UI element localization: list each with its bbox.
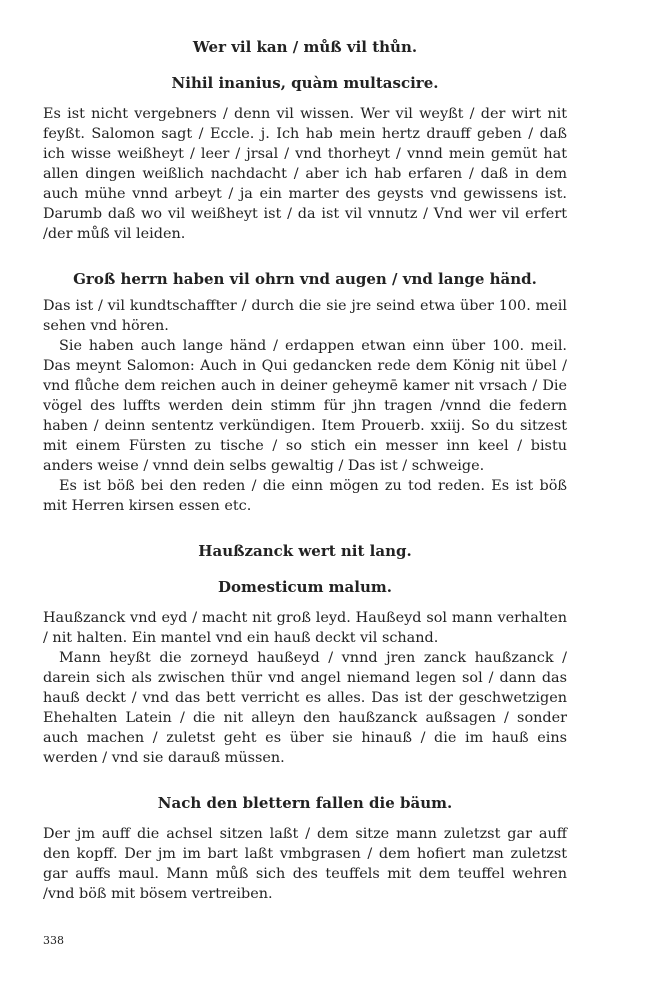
section-title: Nach den blettern fallen die bäum. — [157, 794, 453, 812]
paragraph: Es ist böß bei den reden / die einn mögen zu tod reden. Es ist böß mit Herren kirsen essen etc. — [43, 478, 567, 514]
section-wer-vil-kan — [43, 36, 567, 244]
paragraph: Sie haben auch lange händ / erdappen etwan einn über 100. meil. Das meynt Salomon: Auch in Qui gedancken rede dem König nit übel / vnd flůche dem reichen auch in deiner geheymē kamer nit vrsach / Die vögel des luffts werden dein stimm für jhn tragen /vnnd die federn haben / deinn sententz verkündigen. Item Prouerb. xxiij. So du sitzest mit einem Fürsten zu tische / so stich ein messer inn keel / bistu anders weise / vnnd dein selbs gewaltig / Das ist / schweige. — [43, 338, 567, 474]
paragraph: Das ist / vil kundtschaffter / durch die sie jre seind etwa über 100. meil sehen vnd hören. — [43, 298, 567, 334]
section-gross-herrn — [43, 268, 567, 516]
section-nach-den-blettern — [43, 792, 567, 904]
section-title: Groß herrn haben vil ohrn vnd augen / vnd lange händ. — [73, 270, 537, 288]
book-page — [43, 36, 567, 904]
section-subtitle: Domesticum malum. — [218, 578, 392, 596]
section-subtitle: Nihil inanius, quàm multascire. — [171, 74, 439, 92]
page-number: 338 — [43, 934, 64, 947]
section-title: Wer vil kan / můß vil thůn. — [192, 38, 418, 56]
section-hausszanck — [43, 540, 567, 768]
paragraph: Haußzanck vnd eyd / macht nit groß leyd. Haußeyd sol mann verhalten / nit halten. Ein mantel vnd ein hauß deckt vil schand. — [43, 610, 567, 646]
paragraph: Mann heyßt die zorneyd haußeyd / vnnd jren zanck haußzanck / darein sich als zwischen thür vnd angel niemand legen sol / dann das hauß deckt / vnd das bett verricht es alles. Das ist der geschwetzigen Ehehalten Latein / die nit alleyn den haußzanck außsagen / sonder auch machen / zuletst geht es über sie hinauß / die im hauß eins werden / vnd sie darauß müssen. — [43, 650, 567, 766]
section-title: Haußzanck wert nit lang. — [198, 542, 412, 560]
paragraph: Es ist nicht vergebners / denn vil wissen. Wer vil weyßt / der wirt nit feyßt. Salomon sagt / Eccle. j. Ich hab mein hertz drauff geben / daß ich wisse weißheyt / leer / jrsal / vnd thorheyt / vnnd mein gemüt hat allen dingen weißlich nachdacht / aber ich hab erfaren / daß in dem auch mühe vnnd arbeyt / ja ein marter des geysts vnd gewissens ist. Darumb daß wo vil weißheyt ist / da ist vil vnnutz / Vnd wer vil erfert /der můß vil leiden. — [43, 106, 567, 242]
paragraph: Der jm auff die achsel sitzen laßt / dem sitze mann zuletzst gar auff den kopff. Der jm im bart laßt vmbgrasen / dem hofiert man zuletzst gar auffs maul. Mann můß sich des teuffels mit dem teuffel wehren /vnd böß mit bösem vertreiben. — [43, 826, 567, 902]
